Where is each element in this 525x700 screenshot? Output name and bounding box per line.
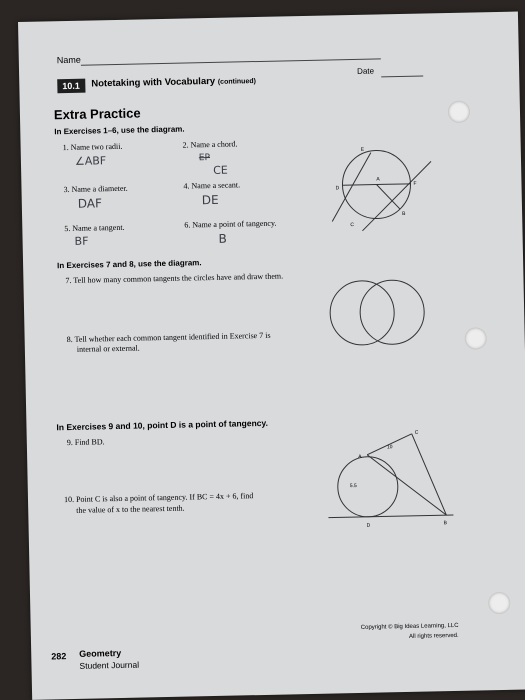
segment-10: 10 (386, 444, 393, 451)
book-title: Geometry (79, 647, 122, 659)
exercise-2: 2. Name a chord. (182, 139, 238, 150)
label-b2: B (443, 520, 447, 527)
lesson-number-badge: 10.1 (57, 79, 85, 94)
instruction-3: In Exercises 9 and 10, point D is a point of tangency. (56, 417, 269, 433)
date-label: Date (357, 66, 375, 76)
answer-2: CE (213, 163, 228, 177)
label-c: C (350, 222, 355, 229)
answer-3: DAF (77, 196, 103, 211)
exercise-5: 5. Name a tangent. (64, 222, 125, 234)
name-label: Name (56, 54, 81, 66)
answer-6: B (218, 231, 227, 246)
answer-5: BF (74, 234, 89, 248)
label-b: B (402, 210, 406, 217)
lesson-title: Notetaking with Vocabulary (continued) (91, 75, 256, 90)
exercise-10: 10. Point C is also a point of tangency. If BC = 4x + 6, find the value of x to the nearest tenth. (63, 491, 254, 515)
copyright: Copyright © Big Ideas Learning, LLC (360, 622, 459, 631)
answer-4: DE (201, 192, 219, 208)
exercise-8: 8. Tell whether each common tangent identified in Exercise 7 is internal or external. (66, 330, 271, 354)
binder-hole (488, 592, 510, 614)
two-circles-diagram (323, 271, 445, 353)
tangent-diagram (327, 423, 454, 536)
exercise-9: 9. Find BD. (66, 437, 105, 448)
struck-answer: EP (198, 153, 211, 164)
label-d: D (335, 185, 340, 192)
name-line (81, 58, 381, 65)
binder-hole (448, 101, 470, 123)
circle-diagram-1 (320, 131, 432, 233)
segment-5-5: 5.5 (349, 483, 357, 490)
exercise-7: 7. Tell how many common tangents the circles have and draw them. (65, 271, 284, 286)
answer-1: ∠ABF (74, 154, 107, 168)
binder-hole (465, 327, 487, 349)
instruction-1: In Exercises 1–6, use the diagram. (54, 124, 185, 137)
label-f: F (413, 180, 417, 187)
label-a2: A (358, 453, 362, 460)
label-c2: C (414, 429, 419, 436)
label-d2: D (366, 522, 371, 529)
page-number: 282 (51, 651, 67, 662)
label-a: A (376, 176, 380, 183)
section-title: Extra Practice (53, 105, 141, 123)
exercise-6: 6. Name a point of tangency. (184, 218, 277, 230)
instruction-2: In Exercises 7 and 8, use the diagram. (57, 258, 202, 271)
date-line (381, 76, 423, 78)
rights-reserved: All rights reserved. (408, 632, 459, 640)
exercise-4: 4. Name a secant. (183, 180, 241, 191)
book-subtitle: Student Journal (79, 659, 140, 671)
label-e: E (360, 146, 365, 153)
exercise-1: 1. Name two radii. (62, 141, 123, 153)
exercise-3: 3. Name a diameter. (63, 183, 128, 195)
worksheet-page (18, 12, 525, 700)
